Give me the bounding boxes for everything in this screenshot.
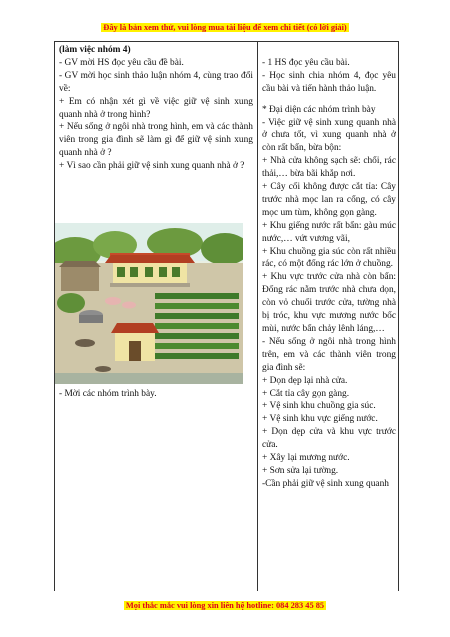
teacher-column-tail <box>59 388 253 401</box>
hotline-footer <box>0 601 450 610</box>
group-work-heading: (làm việc nhóm 4) <box>59 45 131 55</box>
teacher-step-2: - GV mời học sinh thảo luận nhóm 4, cùng trao đổi về: <box>59 70 253 94</box>
teacher-step-1: - GV mời HS đọc yêu cầu đề bài. <box>59 57 184 68</box>
answer-2e: + Dọn dẹp cửa và khu vực trước cửa. <box>262 427 396 451</box>
teacher-step-present: - Mời các nhóm trình bày. <box>59 389 157 399</box>
answer-2g: + Sơn sửa lại tường. <box>262 465 339 476</box>
answer-2d: + Vệ sinh khu vực giếng nước. <box>262 414 378 425</box>
preview-banner <box>0 23 450 32</box>
teacher-column <box>59 44 253 173</box>
answer-1d: + Khu chuồng gia súc còn rất nhiều rác, có một đống rác lớn ở chuồng. <box>262 246 396 270</box>
column-divider <box>257 42 258 591</box>
answer-3: -Cần phải giữ vệ sinh xung quanh <box>262 478 389 489</box>
preview-banner-text: Đây là bản xem thử, vui lòng mua tài liệu để xem chi tiết (có lời giải) <box>103 23 347 32</box>
house-illustration <box>55 223 243 384</box>
answer-1: - Việc giữ vệ sinh xung quanh nhà ở chưa tốt, vì xung quanh nhà ở còn rất bẩn, bừa bộn: <box>262 117 396 154</box>
answer-1a: + Nhà cửa không sạch sẽ: chổi, rác thải,… bừa bãi khắp nơi. <box>262 156 396 180</box>
answer-1c: + Khu giếng nước rất bẩn: gàu múc nước,… vứt vương vãi, <box>262 220 396 244</box>
lesson-table <box>54 41 399 591</box>
answer-2: - Nếu sống ở ngôi nhà trong hình trên, em và các thành viên trong gia đình sẽ: <box>262 336 396 373</box>
student-column <box>262 44 396 491</box>
question-3: + Vì sao cần phải giữ vệ sinh xung quanh nhà ở ? <box>59 161 245 172</box>
answer-2a: + Dọn dẹp lại nhà cửa. <box>262 375 348 386</box>
answer-1b: + Cây cối không được cắt tỉa: Cây trước nhà mọc lan ra cổng, có cây mọc um tùm, không gọn gàng. <box>262 182 396 218</box>
answer-2f: + Xây lại mương nước. <box>262 453 350 464</box>
answer-1e: + Khu vực trước cửa nhà còn bẩn: Đống rác nằm trước nhà chưa dọn, còn vỏ chuối trước cửa, tường nhà bị tróc, khu vực mương nước bốc mùi, nước bẩn chảy lênh láng,… <box>262 272 396 335</box>
student-step-2: - Học sinh chia nhóm 4, đọc yêu cầu bài và tiến hành thảo luận. <box>262 70 396 94</box>
hotline-footer-text: Mọi thắc mắc vui lòng xin liên hệ hotline: 084 283 45 85 <box>125 601 325 610</box>
question-1: + Em có nhận xét gì về việc giữ vệ sinh xung quanh nhà ở trong hình? <box>59 96 253 120</box>
question-2: + Nếu sống ở ngôi nhà trong hình, em và các thành viên trong gia đình sẽ làm gì để giữ vệ sinh xung quanh nhà ở ? <box>59 122 253 159</box>
group-presentation: * Đại diện các nhóm trình bày <box>262 104 376 115</box>
answer-2c: + Vệ sinh khu chuồng gia súc. <box>262 401 376 412</box>
student-step-1: - 1 HS đọc yêu cầu bài. <box>262 57 350 68</box>
answer-2b: + Cắt tỉa cây gọn gàng. <box>262 388 350 399</box>
